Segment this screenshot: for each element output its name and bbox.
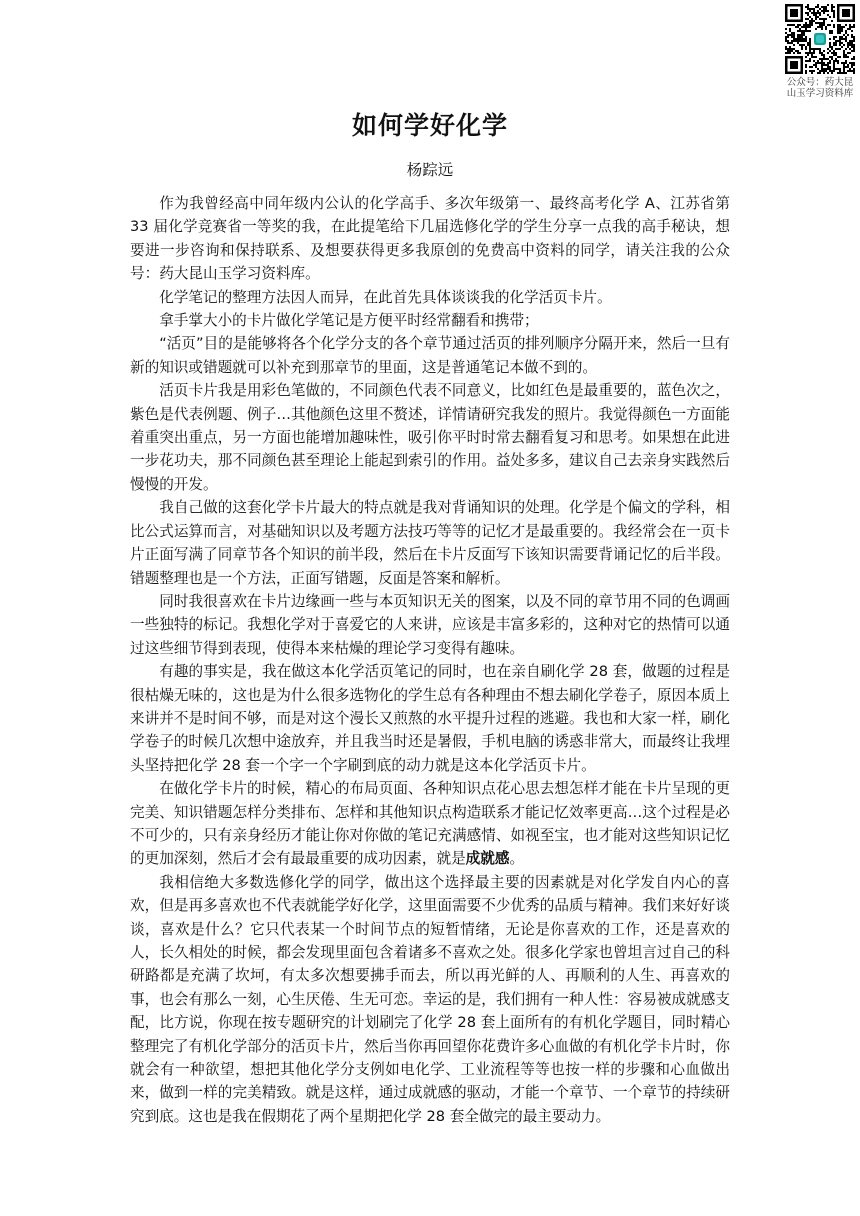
article-body	[130, 192, 730, 1128]
paragraph: 活页卡片我是用彩色笔做的，不同颜色代表不同意义，比如红色是最重要的，蓝色次之，紫色是代表例题、例子…其他颜色这里不赘述，详情请研究我发的照片。我觉得颜色一方面能着重突出重点，另一方面也能增加趣味性，吸引你平时时常去翻看复习和思考。如果想在此进一步花功夫，那不同颜色甚至理论上能起到索引的作用。益处多多，建议自己去亲身实践然后慢慢的开发。	[130, 382, 730, 493]
paragraph: 作为我曾经高中同年级内公认的化学高手、多次年级第一、最终高考化学 A、江苏省第 33 届化学竞赛省一等奖的我，在此提笔给下几届选修化学的学生分享一点我的高手秘诀，想要进一步咨询和保持联系、及想要获得更多我原创的免费高中资料的同学，请关注我的公众号：药大昆山玉学习资料库。	[130, 195, 730, 283]
paragraph: 我自己做的这套化学卡片最大的特点就是我对背诵知识的处理。化学是个偏文的学科，相比公式运算而言，对基础知识以及考题方法技巧等等的记忆才是最重要的。我经常会在一页卡片正面写满了同章节各个知识的前半段，然后在卡片反面写下该知识需要背诵记忆的后半段。错题整理也是一个方法，正面写错题，反面是答案和解析。	[130, 499, 730, 587]
qr-block	[781, 4, 859, 99]
page-title: 如何学好化学	[351, 111, 508, 140]
paragraph: 同时我很喜欢在卡片边缘画一些与本页知识无关的图案，以及不同的章节用不同的色调画一些独特的标记。我想化学对于喜爱它的人来讲，应该是丰富多彩的，这种对它的热情可以通过这些细节得到表现，使得本来枯燥的理论学习变得有趣味。	[130, 592, 730, 657]
paragraph: 化学笔记的整理方法因人而异，在此首先具体谈谈我的化学活页卡片。	[159, 288, 612, 306]
emphasis-word: 成就感	[465, 850, 510, 868]
paragraph-tail: 。	[509, 850, 525, 868]
qr-caption	[781, 77, 859, 99]
author-name: 杨踪远	[406, 161, 454, 179]
paragraph: 有趣的事实是，我在做这本化学活页笔记的同时，也在亲自刷化学 28 套，做题的过程是很枯燥无味的，这也是为什么很多选物化的学生总有各种理由不想去刷化学卷子，原因本质上来讲并不是时间不够，而是对这个漫长又煎熬的水平提升过程的逃避。我也和大家一样，刷化学卷子的时候几次想中途放弃，并且我当时还是暑假，手机电脑的诱惑非常大，而最终让我埋头坚持把化学 28 套一个字一个字刷到底的动力就是这本化学活页卡片。	[130, 663, 730, 774]
paragraph: “活页”目的是能够将各个化学分支的各个章节通过活页的排列顺序分隔开来，然后一旦有新的知识或错题就可以补充到那章节的里面，这是普通笔记本做不到的。	[130, 335, 730, 376]
paragraph-with-emphasis	[130, 777, 730, 871]
paragraph-text: 在做化学卡片的时候，精心的布局页面、各种知识点花心思去想怎样才能在卡片呈现的更完美、知识错题怎样分类排布、怎样和其他知识点构造联系才能记忆效率更高…这个过程是必不可少的，只有亲身经历才能让你对你做的笔记充满感情、如视至宝，也才能对这些知识记忆的更加深刻，然后才会有最最重要的成功因素，就是	[130, 780, 730, 868]
paragraph: 拿手掌大小的卡片做化学笔记是方便平时经常翻看和携带；	[159, 312, 539, 330]
qr-code-icon	[785, 4, 855, 74]
qr-caption-line1: 公众号：药大昆	[786, 77, 854, 88]
qr-caption-line2: 山玉学习资料库	[786, 88, 854, 99]
paragraph: 我相信绝大多数选修化学的同学，做出这个选择最主要的因素就是对化学发自内心的喜欢，但是再多喜欢也不代表就能学好化学，这里面需要不少优秀的品质与精神。我们来好好谈谈，喜欢是什么？它只代表某一个时间节点的短暂情绪，无论是你喜欢的工作，还是喜欢的人，长久相处的时候，都会发现里面包含着诸多不喜欢之处。很多化学家也曾坦言过自己的科研路都是充满了坎坷，有太多次想要拂手而去，所以再光鲜的人、再顺利的人生、再喜欢的事，也会有那么一刻，心生厌倦、生无可恋。幸运的是，我们拥有一种人性：容易被成就感支配，比方说，你现在按专题研究的计划刷完了化学 28 套上面所有的有机化学题目，同时精心整理完了有机化学部分的活页卡片，然后当你再回望你花费许多心血做的有机化学卡片时，你就会有一种欲望，想把其他化学分支例如电化学、工业流程等等也按一样的步骤和心血做出来，做到一样的完美精致。就是这样，通过成就感的驱动，才能一个章节、一个章节的持续研究到底。这也是我在假期花了两个星期把化学 28 套全做完的最主要动力。	[130, 873, 730, 1125]
